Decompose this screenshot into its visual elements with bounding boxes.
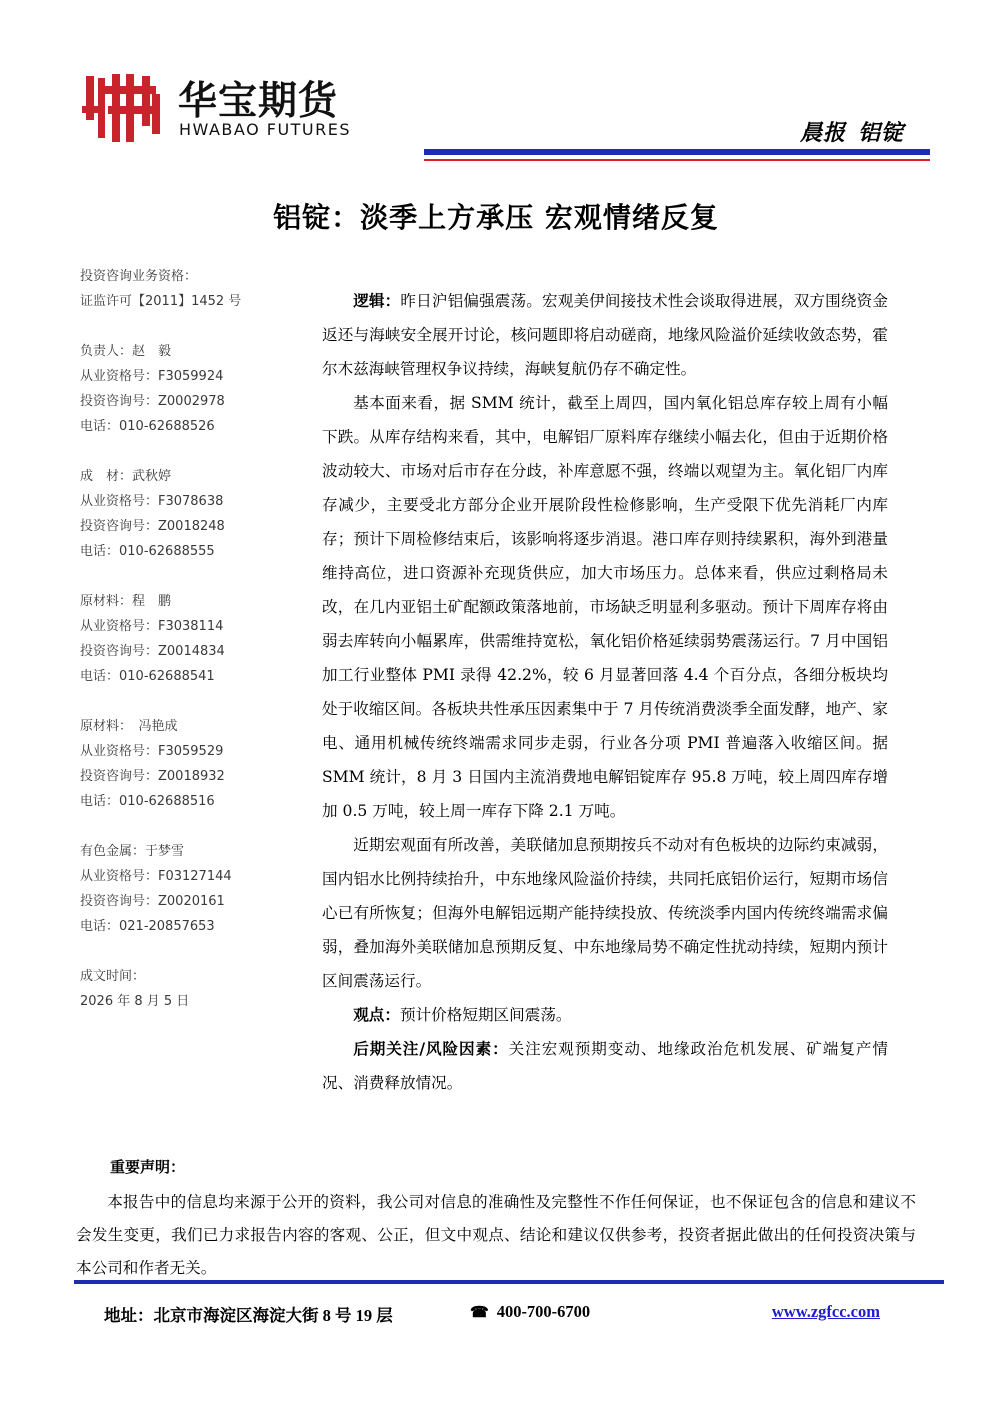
report-type-label — [800, 116, 904, 147]
logic-label: 逻辑： — [353, 292, 401, 310]
brand-name-english: HWABAO FUTURES — [179, 120, 352, 139]
report-topic: 铝锭 — [857, 120, 904, 146]
analyst-name: 有色金属：于梦雪 — [80, 844, 185, 859]
analyst-name: 成 材：武秋婷 — [80, 469, 172, 484]
analyst-advisory-no: 投资咨询号：Z0014834 — [80, 644, 225, 659]
analyst-sidebar — [80, 264, 310, 1014]
view-label: 观点： — [353, 1006, 400, 1024]
analyst-advisory-no: 投资咨询号：Z0018932 — [80, 769, 225, 784]
analyst-advisory-no: 投资咨询号：Z0002978 — [80, 394, 225, 409]
analyst-name: 负责人：赵 毅 — [80, 344, 172, 359]
footer-rule — [74, 1280, 944, 1284]
company-logo — [82, 74, 372, 142]
telephone-icon: ☎ — [470, 1305, 489, 1321]
footer — [104, 1302, 880, 1326]
footer-phone-block — [470, 1302, 590, 1322]
analyst-phone: 电话：010-62688541 — [80, 669, 215, 684]
risk-text: 关注宏观预期变动、地缘政治危机发展、矿端复产情况、消费释放情况。 — [322, 1040, 888, 1092]
risk-label: 后期关注/风险因素： — [353, 1040, 509, 1058]
analyst-license: 从业资格号：F3038114 — [80, 619, 224, 634]
analyst-phone: 电话：010-62688555 — [80, 544, 215, 559]
disclaimer-heading: 重要声明： — [110, 1158, 186, 1176]
report-date: 2026 年 8 月 5 日 — [80, 994, 190, 1009]
analyst-phone: 电话：010-62688526 — [80, 419, 215, 434]
header-rule-blue — [424, 149, 930, 155]
analyst-license: 从业资格号：F03127144 — [80, 869, 232, 884]
disclaimer-text: 本报告中的信息均来源于公开的资料，我公司对信息的准确性及完整性不作任何保证，也不保证包含的信息和建议不会发生变更，我们已力求报告内容的客观、公正，但文中观点、结论和建议仅供参考，投资者据此做出的任何投资决策与本公司和作者无关。 — [76, 1193, 916, 1277]
report-type: 晨报 — [799, 120, 846, 146]
macro-paragraph: 近期宏观面有所改善，美联储加息预期按兵不动对有色板块的边际约束减弱，国内铝水比例持续抬升，中东地缘风险溢价持续，共同托底铝价运行，短期市场信心已有所恢复；但海外电解铝远期产能持续投放、传统淡季内国内传统终端需求偏弱，叠加海外美联储加息预期反复、中东地缘局势不确定性扰动持续，短期内预计区间震荡运行。 — [322, 836, 888, 990]
logic-text: 昨日沪铝偏强震荡。宏观美伊间接技术性会谈取得进展，双方围绕资金返还与海峡安全展开讨论，核问题即将启动磋商，地缘风险溢价延续收敛态势，霍尔木兹海峡管理权争议持续，海峡复航仍存不确定性。 — [322, 292, 888, 378]
analyst-phone: 电话：010-62688516 — [80, 794, 215, 809]
analyst-phone: 电话：021-20857653 — [80, 919, 215, 934]
analyst-advisory-no: 投资咨询号：Z0018248 — [80, 519, 225, 534]
analyst-name: 原材料： 冯艳成 — [80, 719, 178, 734]
view-paragraph — [322, 998, 888, 1032]
footer-phone: 400-700-6700 — [496, 1302, 591, 1321]
analyst-license: 从业资格号：F3059529 — [80, 744, 224, 759]
logic-paragraph — [322, 284, 888, 386]
hwabao-logo-mark — [82, 74, 168, 142]
footer-address: 地址：北京市海淀区海淀大街 8 号 19 层 — [104, 1306, 393, 1325]
qualification-label: 投资咨询业务资格： — [80, 269, 198, 284]
header-rule-red — [424, 159, 930, 161]
qualification-license: 证监许可【2011】1452 号 — [80, 294, 242, 309]
footer-website-link[interactable]: www.zgfcc.com — [771, 1302, 880, 1321]
date-label: 成文时间： — [80, 969, 146, 984]
analyst-advisory-no: 投资咨询号：Z0020161 — [80, 894, 225, 909]
report-body — [322, 284, 888, 1100]
brand-name-chinese: 华宝期货 — [178, 79, 339, 124]
analyst-name: 原材料：程 鹏 — [80, 594, 172, 609]
analyst-license: 从业资格号：F3078638 — [80, 494, 224, 509]
view-text: 预计价格短期区间震荡。 — [399, 1006, 572, 1024]
risk-paragraph — [322, 1032, 888, 1100]
analyst-license: 从业资格号：F3059924 — [80, 369, 224, 384]
fundamentals-paragraph: 基本面来看，据 SMM 统计，截至上周四，国内氧化铝总库存较上周有小幅下跌。从库存结构来看，其中，电解铝厂原料库存继续小幅去化，但由于近期价格波动较大、市场对后市存在分歧，补库意愿不强，终端以观望为主。氧化铝厂内库存减少，主要受北方部分企业开展阶段性检修影响，生产受限下优先消耗厂内库存；预计下周检修结束后，该影响将逐步消退。港口库存则持续累积，海外到港量维持高位，进口资源补充现货供应，加大市场压力。总体来看，供应过剩格局未改，在几内亚铝土矿配额政策落地前，市场缺乏明显利多驱动。预计下周库存将由弱去库转向小幅累库，供需维持宽松，氧化铝价格延续弱势震荡运行。7 月中国铝加工行业整体 PMI 录得 42.2%，较 6 月显著回落 4.4 个百分点，各细分板块均处于收缩区间。各板块共性承压因素集中于 7 月传统消费淡季全面发酵，地产、家电、通用机械传统终端需求同步走弱，行业各分项 PMI 普遍落入收缩区间。据 SMM 统计，8 月 3 日国内主流消费地电解铝锭库存 95.8 万吨，较上周四库存增加 0.5 万吨，较上周一库存下降 2.1 万吨。 — [322, 394, 888, 820]
report-title: 铝锭：淡季上方承压 宏观情绪反复 — [273, 201, 719, 234]
